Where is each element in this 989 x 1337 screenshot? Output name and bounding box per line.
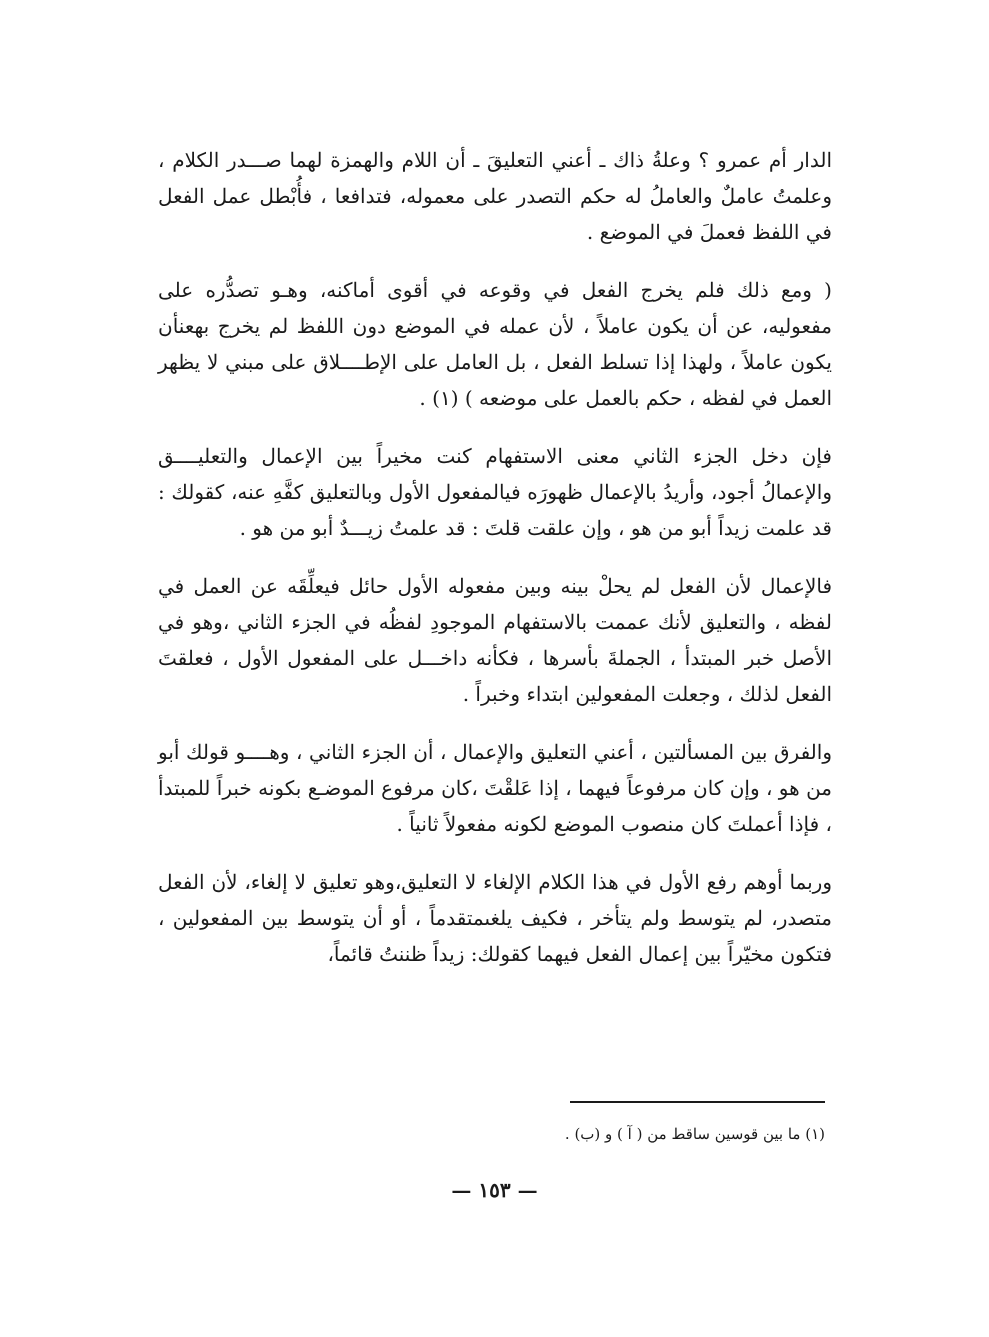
paragraph-2: ( ومع ذلك فلم يخرج الفعل في وقوعه في أقوى أماكنه، وهـو تصدُّره على مفعوليه، عن أن يكون عاملاً ، لأن عمله في الموضع دون اللفظ لم يخرج بهعنأن يكون عاملاً ، ولهذا إذا تسلط الفعل ، بل العامل على الإطــــلاق على مبني لا يظهر العمل في لفظه ، حكم بالعمل على موضعه ) (١) .	[158, 278, 832, 410]
footnote-divider	[570, 1101, 825, 1103]
page-number: — ١٥٣ —	[451, 1178, 538, 1202]
paragraph-5: والفرق بين المسألتين ، أعني التعليق والإعمال ، أن الجزء الثاني ، وهــــو قولك أبو من هو ، وإن كان مرفوعاً فيهما ، إذا عَلقْتَ ،كان مرفوع الموضـع بكونه خبراً للمبتدأ ، فإذا أعملتَ كان منصوب الموضع لكونه مفعولاً ثانياً .	[158, 740, 832, 836]
page-body	[158, 142, 832, 994]
paragraph-3: فإن دخل الجزء الثاني معنى الاستفهام كنت مخيراً بين الإعمال والتعليــــق والإعمالُ أجود، وأريدُ بالإعمال ظهورَه فيالمفعول الأول وبالتعليق كفَّهِ عنه، كقولك : قد علمت زيداً أبو من هو ، وإن علقت قلتَ : قد علمتُ زيـــدٌ أبو من هو .	[158, 444, 832, 540]
paragraph-1: الدار أم عمرو ؟ وعلةُ ذاك ـ أعني التعليقَ ـ أن اللام والهمزة لهما صـــدر الكلام ، وعلمتُ عاملٌ والعاملُ له حكم التصدر على معموله، فتدافعا ، فأُبْطل عمل الفعل في اللفظ فعملَ في الموضع .	[158, 148, 832, 244]
paragraph-4: فالإعمال لأن الفعل لم يحلْ بينه وبين مفعوله الأول حائل فيعلِّقَه عن العمل في لفظه ، والتعليق لأنك عممت بالاستفهام الموجودِ لفظُه في الجزء الثاني ،وهو في الأصل خبر المبتدأ ، الجملةَ بأسرها ، فكأنه داخـــل على المفعول الأول ، فعلقتَ الفعل لذلك ، وجعلت المفعولين ابتداء وخبراً .	[158, 574, 832, 706]
paragraph-6: وربما أوهم رفع الأول في هذا الكلام الإلغاء لا التعليق،وهو تعليق لا إلغاء، لأن الفعل متصدر، لم يتوسط ولم يتأخر ، فكيف يلغىمتقدماً ، أو أن يتوسط بين المفعولين ، فتكون مخيّراً بين إعمال الفعل فيهما كقولك: زيداً ظننتُ قائماً،	[158, 870, 832, 966]
footnote: (١) ما بين قوسين ساقط من ( آ ) و (ب) .	[564, 1125, 825, 1143]
